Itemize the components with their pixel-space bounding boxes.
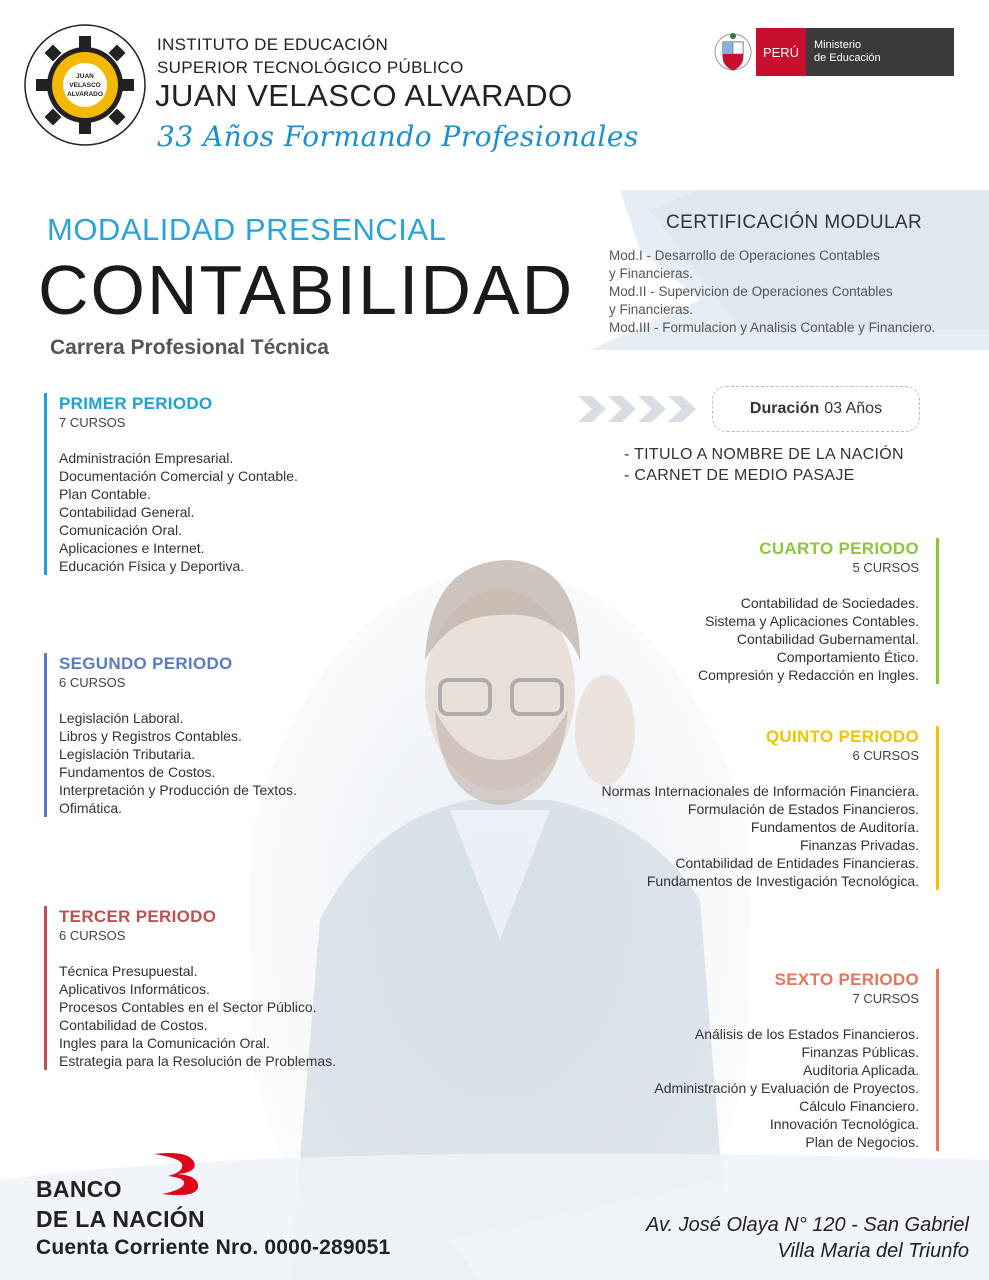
course-item: Compresión y Redacción en Ingles. (697, 667, 919, 683)
period-title: SEXTO PERIODO (774, 970, 919, 989)
course-item: Formulación de Estados Financieros. (687, 801, 919, 817)
course-item: Análisis de los Estados Financieros. (694, 1026, 919, 1042)
period-tercer (44, 906, 336, 1070)
period-course-count: 7 CURSOS (59, 415, 126, 430)
institute-name: JUAN VELASCO ALVARADO (155, 78, 573, 113)
course-item: Administración Empresarial. (59, 450, 234, 466)
course-item: Plan Contable. (59, 486, 151, 502)
period-segundo (44, 653, 297, 817)
period-course-count: 6 CURSOS (852, 748, 919, 763)
certification-line: Mod.II - Supervicion de Operaciones Contables (609, 284, 893, 299)
institute-seal-logo (22, 22, 148, 148)
period-course-count: 7 CURSOS (852, 991, 919, 1006)
course-item: Contabilidad Gubernamental. (736, 631, 919, 647)
course-item: Aplicativos Informáticos. (59, 981, 210, 997)
period-course-count: 6 CURSOS (59, 928, 126, 943)
course-item: Comunicación Oral. (59, 522, 182, 538)
course-item: Sistema y Aplicaciones Contables. (705, 613, 919, 629)
course-item: Ingles para la Comunicación Oral. (59, 1035, 270, 1051)
address-line-1: Av. José Olaya N° 120 - San Gabriel (646, 1214, 969, 1236)
peru-shield-icon (710, 28, 756, 76)
chevron-arrows-icon (578, 394, 698, 424)
period-course-count: 6 CURSOS (59, 675, 126, 690)
course-item: Contabilidad General. (59, 504, 195, 520)
bank-name-line-2: DE LA NACIÓN (36, 1206, 205, 1232)
ministry-line-1: Ministerio (814, 39, 862, 51)
period-title: QUINTO PERIODO (765, 727, 919, 746)
period-title: PRIMER PERIODO (59, 394, 213, 413)
bank-account: Cuenta Corriente Nro. 0000-289051 (36, 1236, 391, 1259)
course-item: Fundamentos de Auditoría. (750, 819, 919, 835)
period-title: TERCER PERIODO (59, 907, 217, 926)
certification-line: Mod.III - Formulacion y Analisis Contable y Financiero. (609, 320, 936, 335)
course-item: Ofimática. (59, 800, 123, 816)
course-item: Cálculo Financiero. (799, 1098, 919, 1114)
course-item: Contabilidad de Sociedades. (740, 595, 919, 611)
benefit-item: - TITULO A NOMBRE DE LA NACIÓN (624, 446, 904, 463)
course-item: Educación Física y Deportiva. (59, 558, 245, 574)
ministry-logo (710, 28, 954, 76)
course-item: Administración y Evaluación de Proyectos. (654, 1080, 919, 1096)
ministry-label (806, 28, 954, 76)
modalidad-label: MODALIDAD PRESENCIAL (47, 212, 447, 247)
period-primer (44, 393, 298, 575)
address-line-2: Villa Maria del Triunfo (777, 1240, 969, 1262)
course-item: Contabilidad de Entidades Financieras. (675, 855, 919, 871)
svg-text:VELASCO: VELASCO (69, 82, 101, 89)
course-item: Documentación Comercial y Contable. (59, 468, 298, 484)
institute-line-2: SUPERIOR TECNOLÓGICO PÚBLICO (157, 58, 464, 77)
course-item: Interpretación y Producción de Textos. (59, 782, 297, 798)
course-item: Aplicaciones e Internet. (59, 540, 205, 556)
course-item: Normas Internacionales de Información Financiera. (601, 783, 919, 799)
course-item: Auditoria Aplicada. (803, 1062, 919, 1078)
duration-badge (712, 386, 920, 432)
course-item: Innovación Tecnológica. (769, 1116, 919, 1132)
period-sexto (654, 969, 939, 1151)
course-item: Procesos Contables en el Sector Público. (59, 999, 317, 1015)
course-item: Técnica Presupuestal. (59, 963, 198, 979)
duration-label: Duración (749, 400, 820, 417)
bank-name-line-1: BANCO (36, 1176, 122, 1202)
period-quinto (602, 726, 940, 890)
duration-value: 03 Años (824, 400, 883, 417)
career-title: CONTABILIDAD (38, 251, 575, 329)
institute-line-1: INSTITUTO DE EDUCACIÓN (157, 35, 389, 54)
benefit-item: - CARNET DE MEDIO PASAJE (624, 467, 855, 484)
course-item: Fundamentos de Costos. (59, 764, 216, 780)
course-item: Estrategia para la Resolución de Problemas. (59, 1053, 337, 1069)
course-item: Finanzas Privadas. (799, 837, 919, 853)
period-title: CUARTO PERIODO (759, 539, 919, 558)
period-course-count: 5 CURSOS (852, 560, 919, 575)
course-item: Libros y Registros Contables. (59, 728, 242, 744)
course-item: Legislación Laboral. (59, 710, 184, 726)
course-item: Finanzas Públicas. (801, 1044, 919, 1060)
period-cuarto (698, 538, 939, 684)
ministry-line-2: de Educación (814, 52, 881, 64)
certification-title: CERTIFICACIÓN MODULAR (666, 212, 923, 233)
course-item: Contabilidad de Costos. (59, 1017, 208, 1033)
course-item: Legislación Tributaria. (59, 746, 196, 762)
peru-label: PERÚ (756, 28, 806, 76)
certification-line: y Financieras. (609, 302, 694, 317)
banco-nacion-logo (148, 1150, 204, 1198)
career-subtitle: Carrera Profesional Técnica (50, 336, 329, 359)
svg-text:ALVARADO: ALVARADO (67, 91, 103, 98)
course-item: Fundamentos de Investigación Tecnológica. (646, 873, 919, 889)
period-title: SEGUNDO PERIODO (59, 654, 233, 673)
course-item: Comportamiento Ético. (776, 649, 919, 665)
svg-text:JUAN: JUAN (76, 73, 94, 80)
slogan: 33 Años Formando Profesionales (157, 120, 639, 153)
certification-line: Mod.I - Desarrollo de Operaciones Contables (609, 248, 880, 263)
course-item: Plan de Negocios. (805, 1134, 919, 1150)
certification-line: y Financieras. (609, 266, 694, 281)
